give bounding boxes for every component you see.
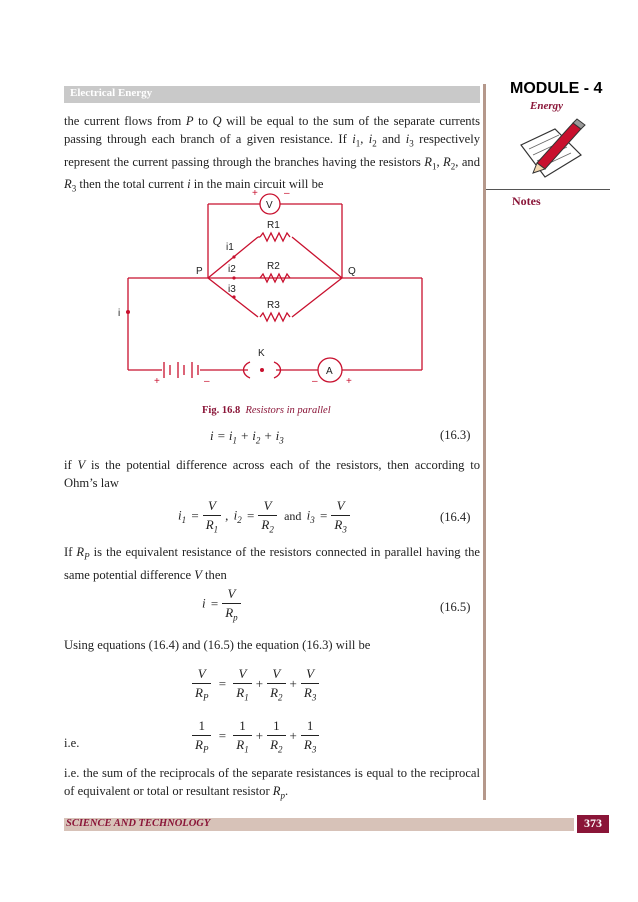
ie-label: i.e. (64, 736, 80, 750)
node-p-label: P (196, 266, 203, 277)
page-number: 373 (584, 816, 602, 830)
voltmeter-minus: – (284, 188, 290, 199)
paragraph-substitution: Using equations (16.4) and (16.5) the equation (16.3) will be (64, 638, 371, 652)
voltmeter-label: V (266, 200, 273, 211)
chapter-title: Electrical Energy (70, 87, 153, 99)
equation-combined: $\frac{V}{R_P}$ = $\frac{V}{R_1}$ + $\frac{V}{R_2}$ + $\frac{V}{R_3}$ (190, 666, 321, 703)
equation-number-16-4: (16.4) (440, 510, 471, 524)
node-q-label: Q (348, 266, 356, 277)
paragraph-conclusion: i.e. the sum of the reciprocals of the separate resistances is equal to the reciprocal of equivalent or total or resultant resistor $R_p$. (64, 766, 480, 801)
notes-label: Notes (512, 194, 541, 208)
paragraph-equivalent: If $R_P$ is the equivalent resistance of the resistors connected in parallel having the same potential difference V then (64, 545, 480, 582)
r2-label: R2 (267, 261, 280, 272)
r1-label: R1 (267, 220, 280, 231)
voltmeter-plus: + (252, 188, 258, 199)
r3-label: R3 (267, 300, 280, 311)
notes-pencil-icon (515, 115, 587, 185)
equation-number-16-3: (16.3) (440, 428, 471, 442)
i1-label: i1 (226, 242, 234, 253)
ammeter-plus: + (346, 376, 352, 387)
i2-label: i2 (228, 264, 236, 275)
equation-16-5: i = $\frac{V}{R_p}$ (202, 586, 243, 623)
margin-rule (483, 84, 486, 800)
equation-reciprocal: $\frac{1}{R_P}$ = $\frac{1}{R_1}$ + $\frac{1}{R_2}$ + $\frac{1}{R_3}$ (190, 718, 321, 755)
paragraph-intro: the current flows from P to Q will be equal to the sum of the separate currents passing through each branch of a given resistance. If $i_1$, $i_2$ and $i_3$ respectively represent the current passing through the branches having the resistors $R_1$, $R_2$, and $R_3$ then the total current i in the main circuit will be (64, 114, 481, 194)
equation-16-3: $i = i_1 + i_2 + i_3$ (210, 428, 284, 446)
notes-rule (486, 189, 610, 190)
key-label: K (258, 348, 265, 359)
ammeter-minus: – (312, 376, 318, 387)
module-subtitle: Energy (530, 100, 563, 112)
equation-number-16-5: (16.5) (440, 600, 471, 614)
figure-caption: Fig. 16.8 Resistors in parallel (202, 405, 331, 416)
equation-16-4: $i_1$ = $\frac{V}{R_1}$ , $i_2$ = $\frac{V}{R_2}$ and $i_3$ = $\frac{V}{R_3}$ (178, 498, 352, 535)
parallel-circuit-diagram (110, 180, 440, 390)
battery-minus: – (204, 376, 210, 387)
footer-label: SCIENCE AND TECHNOLOGY (66, 818, 211, 829)
main-current-label: i (118, 308, 121, 319)
ammeter-label: A (326, 366, 333, 377)
module-title: MODULE - 4 (510, 80, 603, 97)
i3-label: i3 (228, 284, 236, 295)
battery-plus: + (154, 376, 160, 387)
paragraph-ohms-law: if V is the potential difference across each of the resistors, then according to Ohm’s law (64, 458, 480, 490)
